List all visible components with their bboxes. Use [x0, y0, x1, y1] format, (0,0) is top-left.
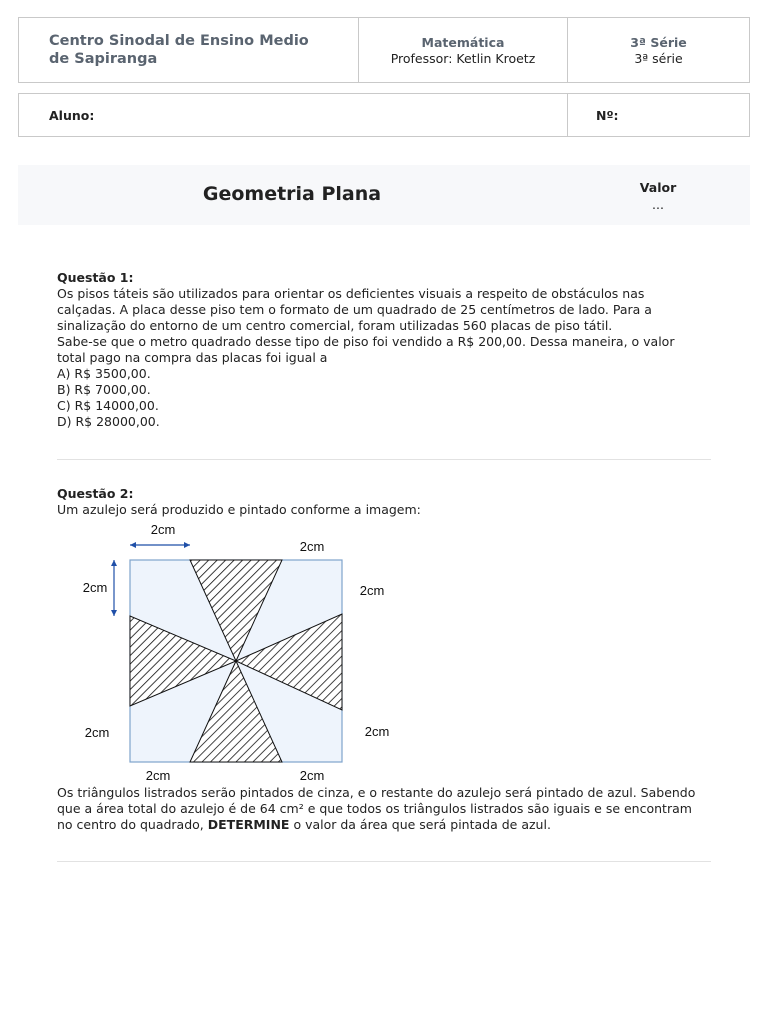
label-bottom-left: 2cm	[145, 768, 171, 783]
label-left-arrow: 2cm	[82, 580, 108, 595]
option-a: A) R$ 3500,00.	[57, 366, 151, 381]
grade-cell	[568, 18, 749, 82]
school-name: Centro Sinodal de Ensino Medio de Sapiranga	[19, 18, 359, 82]
grade-title: 3ª Série	[630, 35, 687, 50]
question-2	[57, 486, 711, 518]
question-1-line: Os pisos táteis são utilizados para orientar os deficientes visuais a respeito de obstáculos nas	[57, 286, 645, 301]
grade-value: 3ª série	[634, 51, 683, 66]
header-table	[18, 17, 750, 83]
question-1-line: calçadas. A placa desse piso tem o formato de um quadrado de 25 centímetros de lado. Para a	[57, 302, 652, 317]
subject-name: Matemática	[421, 35, 505, 50]
question-1-line: total pago na compra das placas foi igual a	[57, 350, 328, 365]
arrow-head-icon	[184, 542, 190, 548]
line-text: no centro do quadrado,	[57, 817, 208, 832]
question-1-line: sinalização do entorno de um centro comercial, foram utilizadas 560 placas de piso tátil.	[57, 318, 613, 333]
student-name-label: Aluno:	[19, 94, 568, 136]
subject-cell	[359, 18, 568, 82]
divider	[57, 861, 711, 862]
tile-figure	[70, 520, 400, 786]
label-bottom-right: 2cm	[299, 768, 325, 783]
arrow-head-icon	[111, 610, 117, 616]
question-2-line: que a área total do azulejo é de 64 cm² e que todos os triângulos listrados são iguais e se encontram	[57, 801, 692, 816]
label-top-right: 2cm	[299, 539, 325, 554]
label-right-lower: 2cm	[364, 724, 390, 739]
page-title: Geometria Plana	[202, 183, 382, 205]
valor-value: ...	[652, 197, 664, 212]
option-c: C) R$ 14000,00.	[57, 398, 159, 413]
arrow-head-icon	[111, 560, 117, 566]
question-2-intro: Um azulejo será produzido e pintado conforme a imagem:	[57, 502, 421, 517]
student-row	[18, 93, 750, 137]
question-1-line: Sabe-se que o metro quadrado desse tipo de piso foi vendido a R$ 200,00. Dessa maneira, o valor	[57, 334, 675, 349]
question-1	[57, 270, 711, 430]
label-right-upper: 2cm	[359, 583, 385, 598]
determine-keyword: DETERMINE	[207, 817, 290, 832]
option-d: D) R$ 28000,00.	[57, 414, 160, 429]
label-top-arrow: 2cm	[150, 522, 176, 537]
question-1-title: Questão 1:	[57, 270, 134, 285]
divider	[57, 459, 711, 460]
option-b: B) R$ 7000,00.	[57, 382, 151, 397]
valor-label: Valor	[639, 180, 677, 195]
teacher-name: Professor: Ketlin Kroetz	[390, 51, 536, 66]
line-text: o valor da área que será pintada de azul.	[289, 817, 551, 832]
question-2-line	[57, 817, 711, 833]
label-left-lower: 2cm	[84, 725, 110, 740]
question-2-line: Os triângulos listrados serão pintados de cinza, e o restante do azulejo será pintado de azul. Sabendo	[57, 785, 696, 800]
valor-box	[566, 179, 750, 213]
student-number-label: Nº:	[596, 108, 619, 123]
question-2-title: Questão 2:	[57, 486, 134, 501]
title-band	[18, 165, 750, 225]
arrow-head-icon	[130, 542, 136, 548]
question-2-body	[57, 785, 711, 833]
